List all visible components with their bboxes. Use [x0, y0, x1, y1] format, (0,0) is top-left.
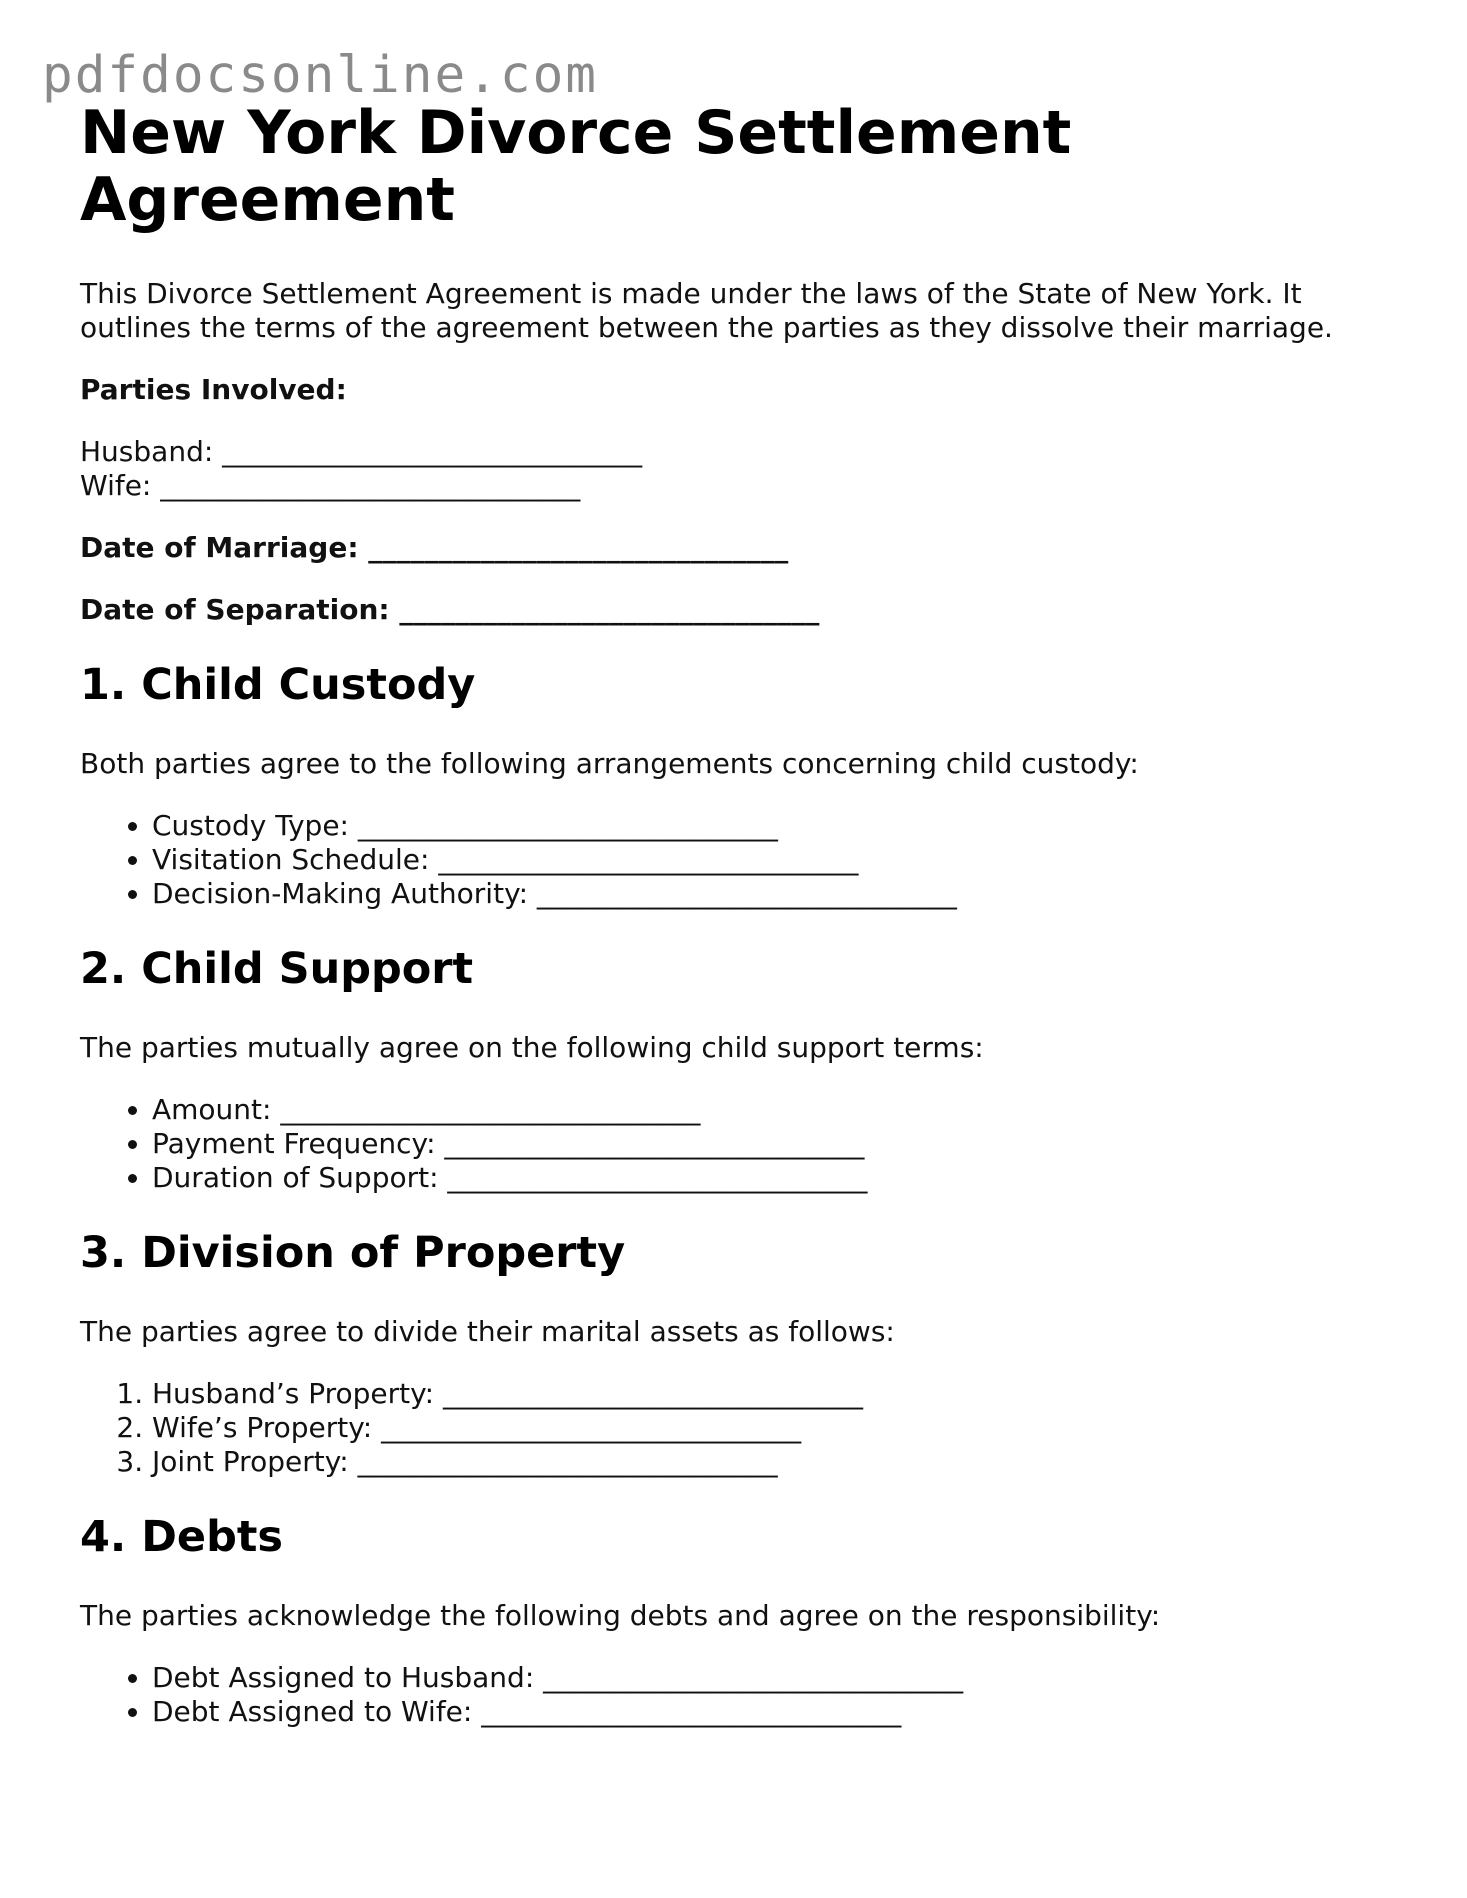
section-heading-debts: 4. Debts	[80, 1512, 284, 1562]
section-heading-child-custody: 1. Child Custody	[80, 660, 476, 710]
child-support-list	[80, 1093, 1380, 1195]
visitation-schedule-field[interactable]: • Visitation Schedule: ______________________________	[152, 843, 1380, 877]
debt-husband-field[interactable]: • Debt Assigned to Husband: ______________________________	[152, 1661, 1380, 1695]
parties-heading: Parties Involved:	[80, 373, 347, 406]
document-title: New York Divorce Settlement Agreement	[80, 98, 1072, 235]
decision-making-authority-field[interactable]: • Decision-Making Authority: ______________________________	[152, 877, 1380, 911]
duration-of-support-field[interactable]: • Duration of Support: ______________________________	[152, 1161, 1380, 1195]
date-of-marriage-field[interactable]: Date of Marriage: ______________________________	[80, 531, 789, 564]
date-of-separation-field[interactable]: Date of Separation: ______________________________	[80, 593, 820, 626]
husband-field[interactable]: Husband: ______________________________	[80, 435, 643, 468]
wife-field[interactable]: Wife: ______________________________	[80, 469, 581, 502]
section-text-division-of-property: The parties agree to divide their marital assets as follows:	[80, 1315, 895, 1348]
wife-property-field[interactable]: 2. Wife’s Property: ______________________________	[152, 1411, 1380, 1445]
section-heading-division-of-property: 3. Division of Property	[80, 1228, 626, 1278]
joint-property-field[interactable]: 3. Joint Property: ______________________________	[152, 1445, 1380, 1479]
amount-field[interactable]: • Amount: ______________________________	[152, 1093, 1380, 1127]
child-custody-list	[80, 809, 1380, 911]
section-text-child-support: The parties mutually agree on the following child support terms:	[80, 1031, 984, 1064]
custody-type-field[interactable]: • Custody Type: ______________________________	[152, 809, 1380, 843]
intro-paragraph: This Divorce Settlement Agreement is made under the laws of the State of New York. It outlines the terms of the agreement between the parties as they dissolve their marriage.	[80, 277, 1333, 344]
division-of-property-list	[80, 1377, 1380, 1479]
section-text-debts: The parties acknowledge the following debts and agree on the responsibility:	[80, 1599, 1161, 1632]
husband-property-field[interactable]: 1. Husband’s Property: ______________________________	[152, 1377, 1380, 1411]
payment-frequency-field[interactable]: • Payment Frequency: ______________________________	[152, 1127, 1380, 1161]
parties-block	[80, 435, 1380, 503]
debts-list	[80, 1661, 1380, 1729]
section-text-child-custody: Both parties agree to the following arrangements concerning child custody:	[80, 747, 1139, 780]
section-heading-child-support: 2. Child Support	[80, 944, 474, 994]
watermark-text: pdfdocsonline.com	[42, 46, 598, 105]
document-body	[80, 100, 1380, 1729]
debt-wife-field[interactable]: • Debt Assigned to Wife: ______________________________	[152, 1695, 1380, 1729]
